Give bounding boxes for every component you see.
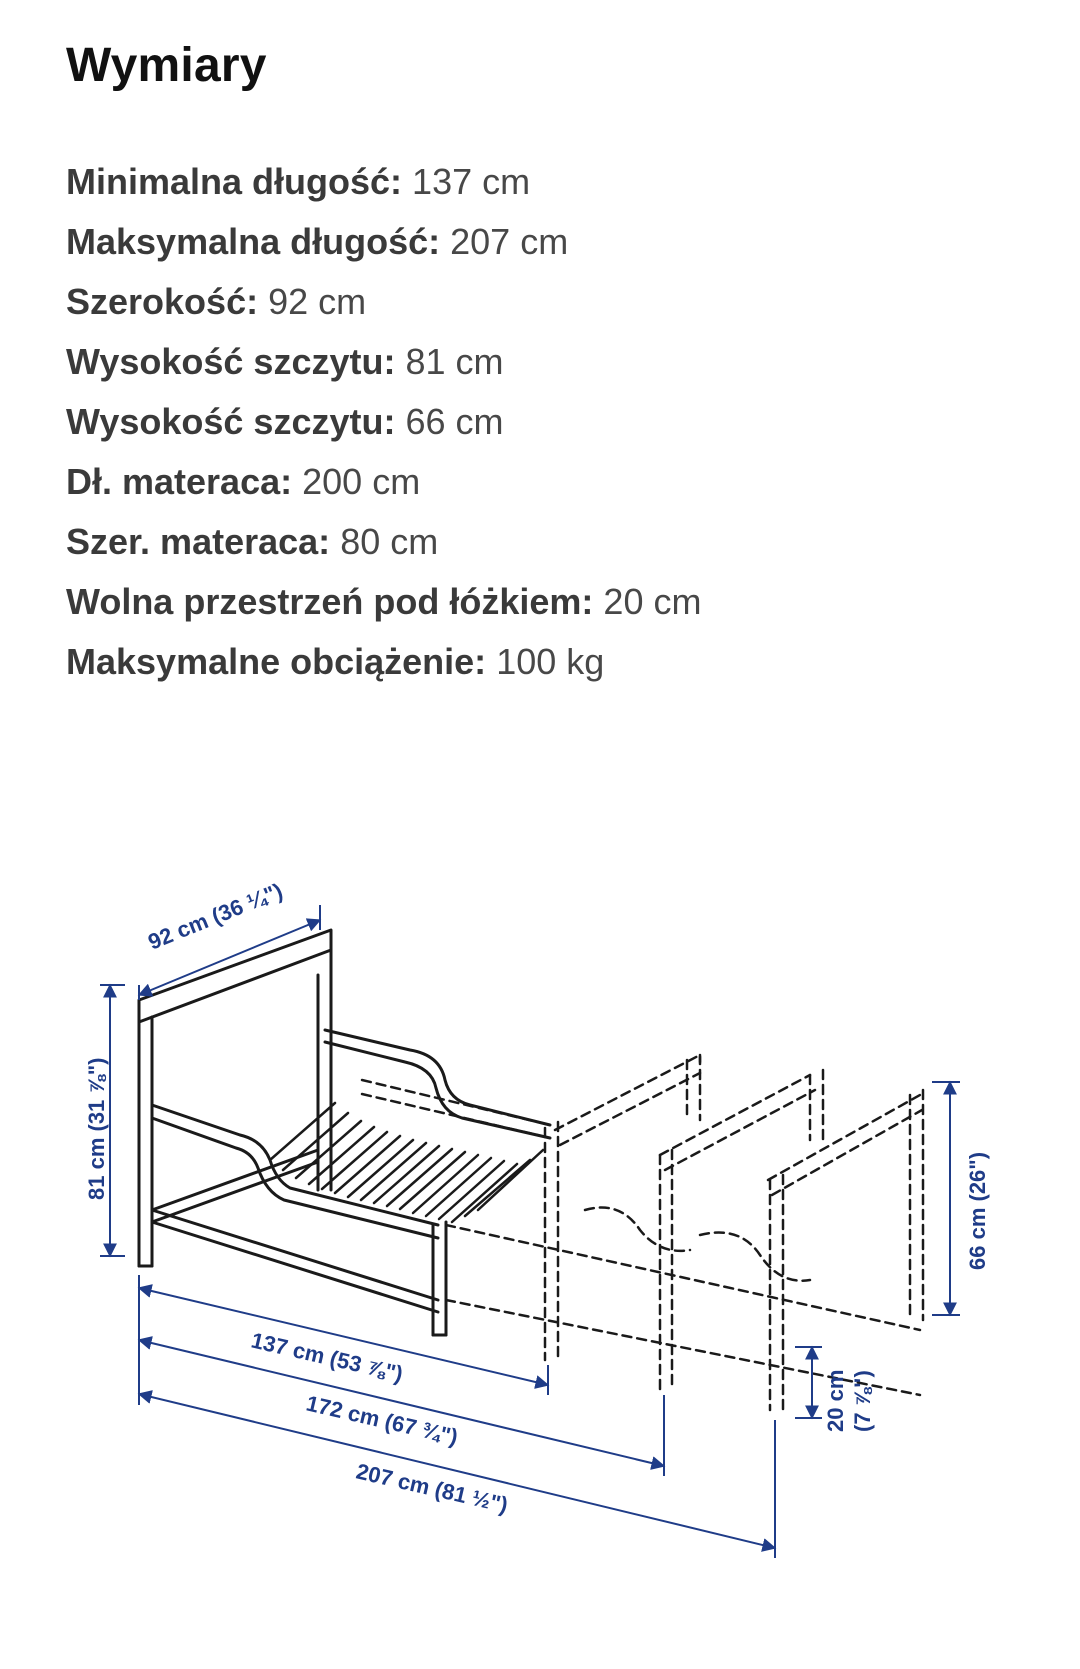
spec-row-headboard-height	[66, 332, 701, 392]
dimensions-list	[66, 152, 701, 692]
spec-value: 137 cm	[412, 161, 531, 202]
spec-row-clearance	[66, 572, 701, 632]
spec-label: Maksymalna długość:	[66, 221, 441, 262]
spec-value: 80 cm	[340, 521, 439, 562]
length-min-label: 137 cm (53 ⅞")	[248, 1327, 406, 1387]
spec-value: 20 cm	[603, 581, 702, 622]
spec-label: Wysokość szczytu:	[66, 341, 396, 382]
spec-label: Szer. materaca:	[66, 521, 331, 562]
spec-value: 207 cm	[450, 221, 569, 262]
bed-dimension-diagram	[0, 860, 1080, 1660]
spec-row-width	[66, 272, 701, 332]
spec-label: Wolna przestrzeń pod łóżkiem:	[66, 581, 594, 622]
dimension-lines	[100, 905, 960, 1558]
spec-value: 200 cm	[302, 461, 421, 502]
spec-row-max-length	[66, 212, 701, 272]
clearance-label: 20 cm	[823, 1369, 848, 1432]
front-legs	[433, 1222, 446, 1335]
slats	[270, 1103, 543, 1222]
spec-row-mattress-length	[66, 452, 701, 512]
spec-row-footboard-height	[66, 392, 701, 452]
spec-label: Maksymalne obciążenie:	[66, 641, 487, 682]
width-label: 92 cm (36 ¼")	[144, 878, 287, 955]
length-mid-label: 172 cm (67 ¾")	[303, 1390, 461, 1450]
footboard-height-label: 66 cm (26")	[965, 1151, 990, 1270]
spec-label: Wysokość szczytu:	[66, 401, 396, 442]
side-rail-front	[152, 1105, 438, 1312]
headboard-height-label: 81 cm (31 ⅞")	[84, 1057, 109, 1200]
spec-value: 66 cm	[405, 401, 504, 442]
spec-row-mattress-width	[66, 512, 701, 572]
spec-value: 100 kg	[496, 641, 605, 682]
spec-label: Dł. materaca:	[66, 461, 293, 502]
spec-row-max-load	[66, 632, 701, 692]
spec-value: 92 cm	[268, 281, 367, 322]
spec-label: Minimalna długość:	[66, 161, 403, 202]
spec-value: 81 cm	[405, 341, 504, 382]
clearance-inch-label: (7 ⅞")	[850, 1370, 875, 1432]
spec-row-min-length	[66, 152, 701, 212]
spec-label: Szerokość:	[66, 281, 259, 322]
length-max-label: 207 cm (81 ½")	[353, 1458, 511, 1518]
page-title: Wymiary	[66, 39, 267, 92]
